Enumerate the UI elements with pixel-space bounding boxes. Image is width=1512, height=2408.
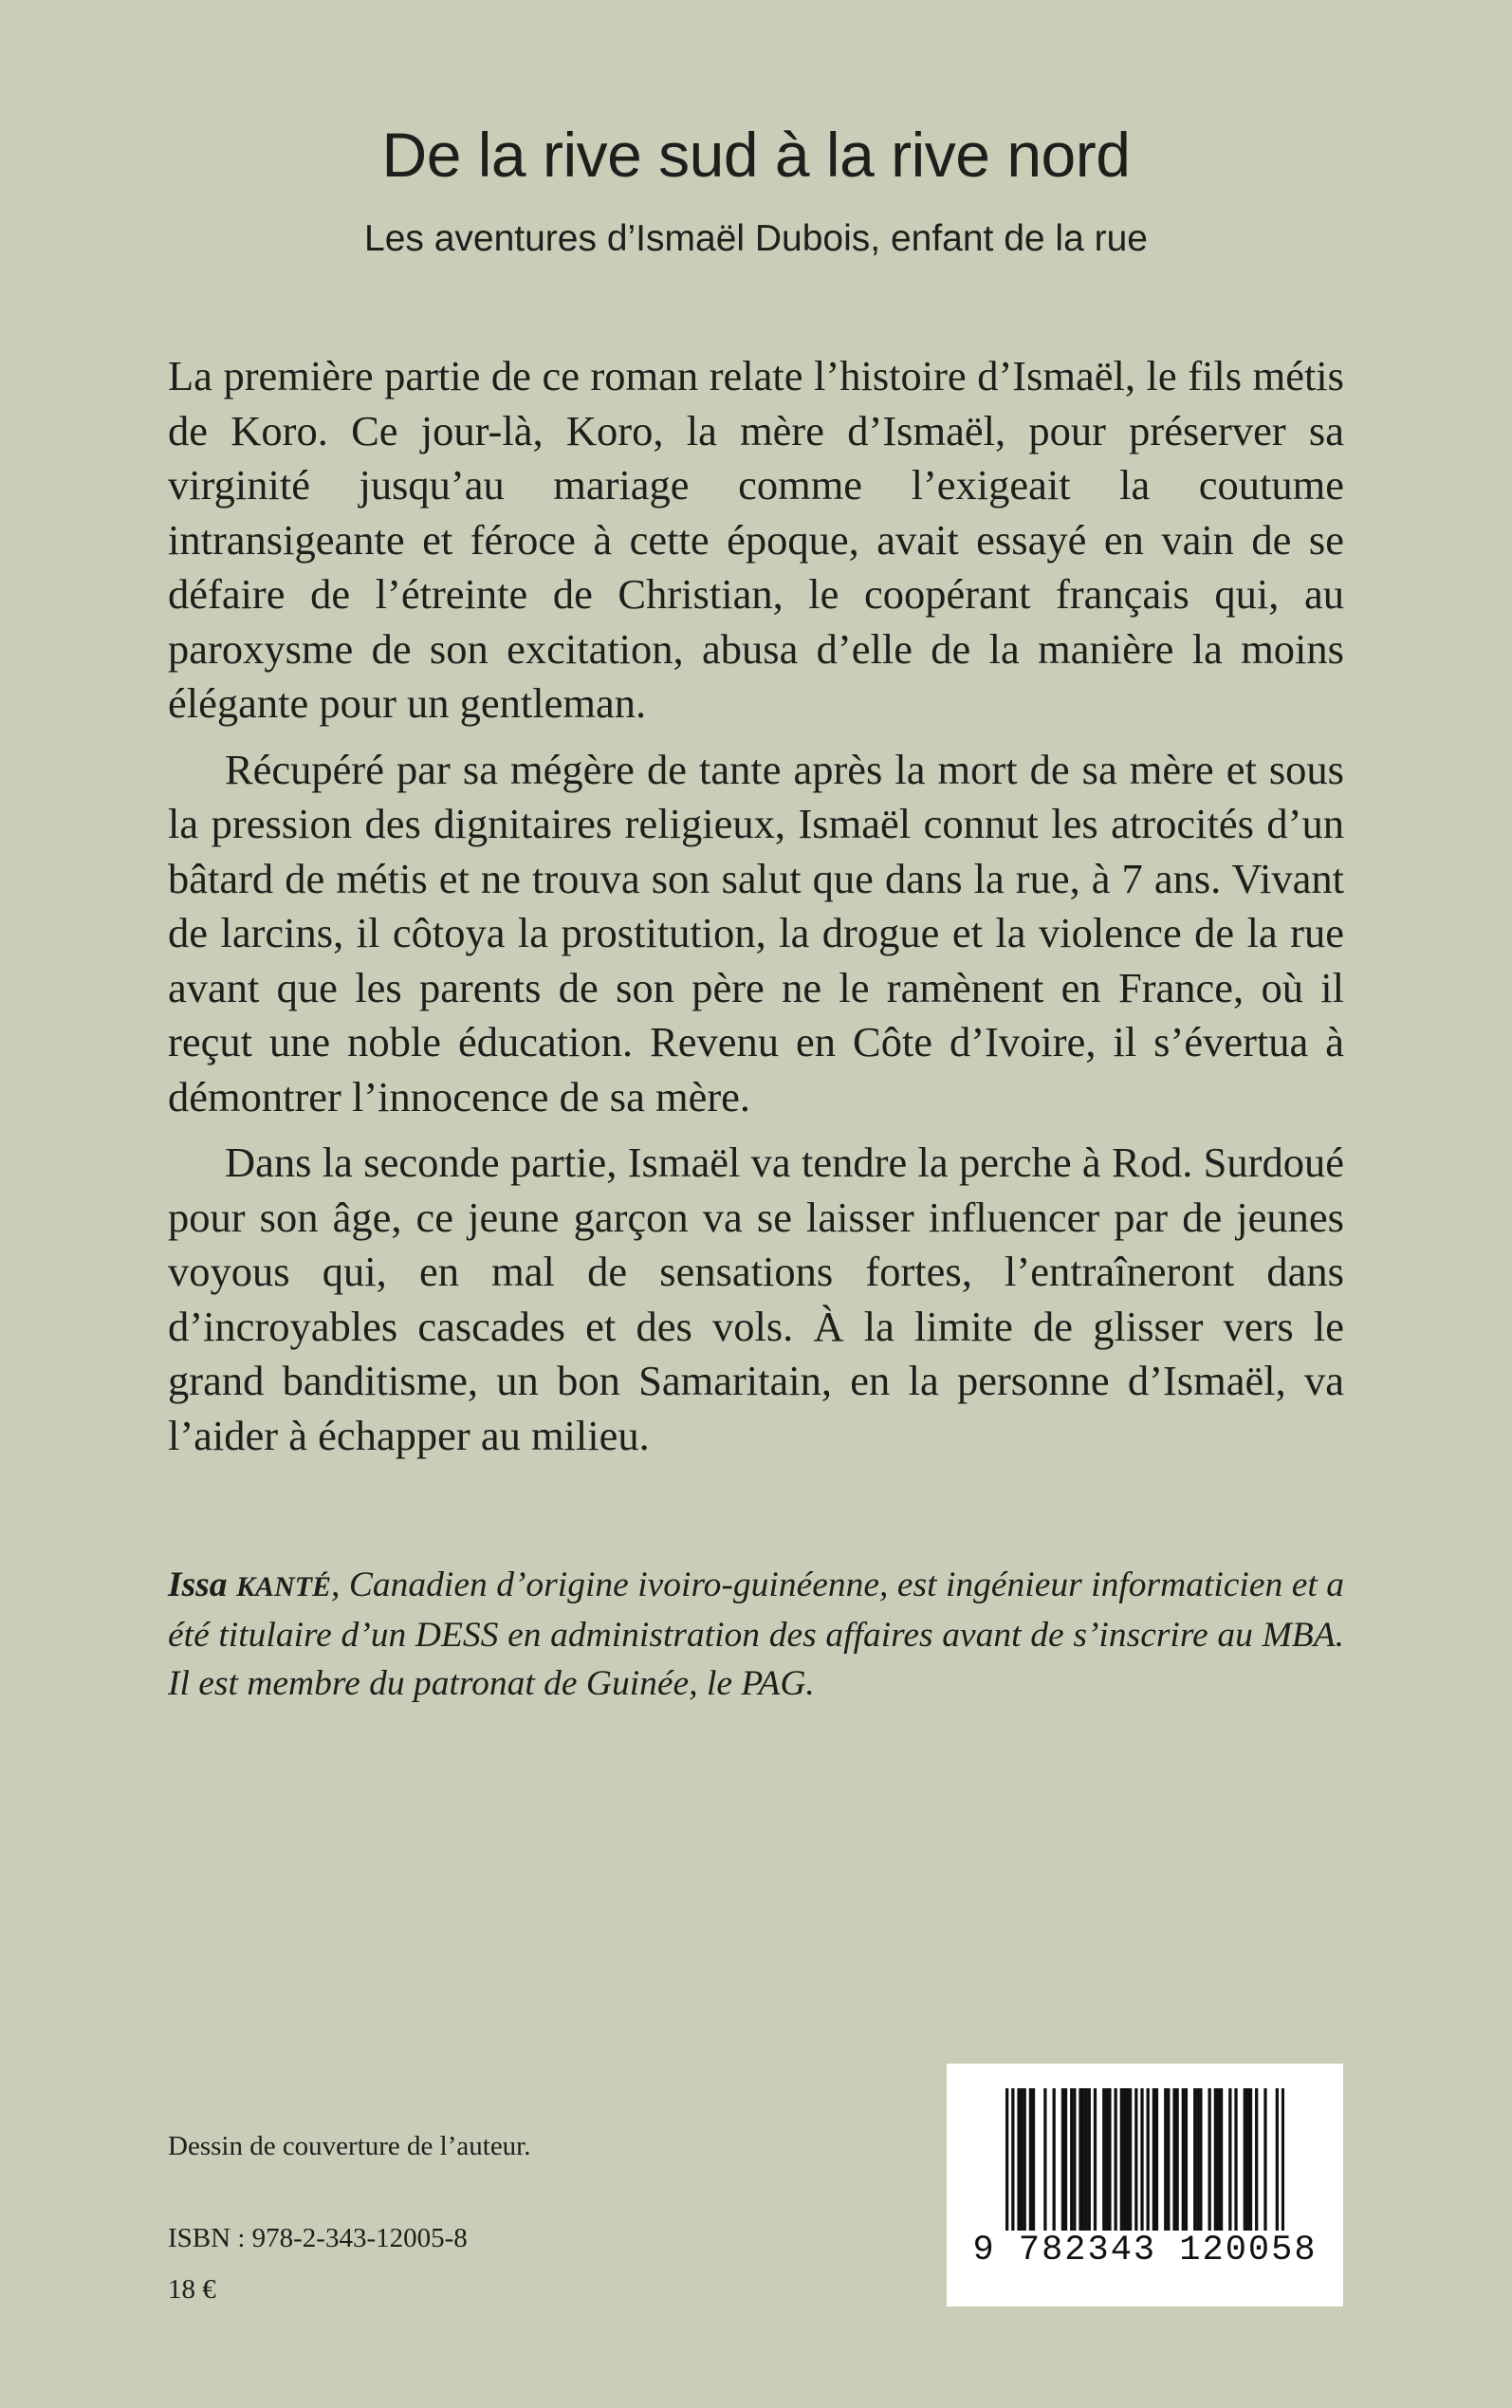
barcode-bar (1155, 2088, 1158, 2231)
barcode-bar (1108, 2088, 1111, 2231)
barcode-bar (1228, 2088, 1231, 2231)
barcode-bar (1172, 2088, 1175, 2231)
blurb-paragraph-3: Dans la seconde partie, Ismaël va tendre la perche à Rod. Surdoué pour son âge, ce jeune garçon va se laisser influencer par de jeunes voyous qui, en mal de sensations fortes, l’entraîneront dans d’incroyables cascades et des vols. À la limite de glisser vers le grand banditisme, un bon Samaritain, en la personne d’Ismaël, va l’aider à échapper au milieu. (168, 1139, 1344, 1459)
barcode-bar (1053, 2088, 1056, 2231)
barcode-bar (1102, 2088, 1105, 2231)
barcode-bar (1276, 2088, 1279, 2231)
barcode-bar (1152, 2088, 1155, 2231)
barcode-bar (1214, 2088, 1217, 2231)
author-bio (168, 1561, 1344, 1708)
barcode-bar (1011, 2088, 1014, 2231)
author-bio-text: , Canadien d’origine ivoiro-guinéenne, est ingénieur informaticien et a été titulaire d’un DESS en administration des affaires avant de s’inscrire au MBA. Il est membre du patronat de Guinée, le PAG. (168, 1565, 1344, 1703)
barcode-bar (1199, 2088, 1202, 2231)
author-name (168, 1565, 331, 1604)
barcode-bar (1249, 2088, 1252, 2231)
barcode-bar (1061, 2088, 1064, 2231)
barcode-bar (1032, 2088, 1035, 2231)
barcode-bar (1005, 2088, 1008, 2231)
barcode-bar (1126, 2088, 1129, 2231)
barcode-bar (1105, 2088, 1108, 2231)
author-last-name: KANTÉ (236, 1571, 332, 1602)
price-text: 18 € (168, 2274, 216, 2305)
barcode-bar (1220, 2088, 1223, 2231)
back-cover-blurb (168, 349, 1344, 1474)
barcode-bar (1246, 2088, 1249, 2231)
barcode-bar (1064, 2088, 1067, 2231)
barcode-bar (1029, 2088, 1032, 2231)
barcode-bar (1023, 2088, 1026, 2231)
barcode-bar (1085, 2088, 1088, 2231)
barcode-bar (1263, 2088, 1266, 2231)
barcode-bar (1193, 2088, 1196, 2231)
barcode (947, 2064, 1343, 2306)
barcode-bar (1020, 2088, 1023, 2231)
barcode-bar (1140, 2088, 1143, 2231)
barcode-bar (1120, 2088, 1123, 2231)
barcode-bar (1123, 2088, 1126, 2231)
barcode-bar (1017, 2088, 1020, 2231)
barcode-digits: 9 782343 120058 (972, 2231, 1318, 2270)
barcode-bar (1115, 2088, 1117, 2231)
barcode-bar (1234, 2088, 1237, 2231)
barcode-bar (1129, 2088, 1132, 2231)
barcode-bar (1164, 2088, 1167, 2231)
barcode-bar (1167, 2088, 1170, 2231)
barcode-bar (1070, 2088, 1073, 2231)
barcode-bar (1185, 2088, 1188, 2231)
blurb-paragraph-2: Récupéré par sa mégère de tante après la mort de sa mère et sous la pression des dignitaires religieux, Ismaël connut les atrocités d’un bâtard de métis et ne trouva son salut que dans la rue, à 7 ans. Vivant de larcins, il côtoya la prostitution, la drogue et la violence de la rue avant que les parents de son père ne le ramènent en France, où il reçut une noble éducation. Revenu en Côte d’Ivoire, il s’évertua à démontrer l’innocence de sa mère. (168, 745, 1344, 1121)
barcode-bar (1043, 2088, 1046, 2231)
barcode-bar (1079, 2088, 1081, 2231)
barcode-bar (1175, 2088, 1178, 2231)
barcode-bar (1217, 2088, 1220, 2231)
barcode-bars (1005, 2088, 1284, 2231)
barcode-bar (1282, 2088, 1284, 2231)
barcode-bar (1081, 2088, 1084, 2231)
book-subtitle: Les aventures d’Ismaël Dubois, enfant de la rue (364, 218, 1148, 259)
cover-credit: Dessin de couverture de l’auteur. (168, 2131, 531, 2161)
barcode-bar (1134, 2088, 1137, 2231)
barcode-bar (1255, 2088, 1258, 2231)
barcode-bar (1196, 2088, 1199, 2231)
barcode-bar (1147, 2088, 1150, 2231)
author-first-name: Issa (168, 1565, 228, 1604)
barcode-bar (1182, 2088, 1185, 2231)
barcode-bar (1088, 2088, 1091, 2231)
book-title: De la rive sud à la rive nord (381, 120, 1131, 190)
barcode-bar (1244, 2088, 1246, 2231)
barcode-bar (1208, 2088, 1211, 2231)
blurb-paragraph-1: La première partie de ce roman relate l’histoire d’Ismaël, le fils métis de Koro. Ce jour-là, Koro, la mère d’Ismaël, pour préserver sa virginité jusqu’au mariage comme l’exigeait la coutume intransigeante et féroce à cette époque, avait essayé en vain de se défaire de l’étreinte de Christian, le coopérant français qui, au paroxysme de son excitation, abusa d’elle de la manière la moins élégante pour un gentleman. (168, 352, 1344, 727)
isbn-text: ISBN : 978-2-343-12005-8 (168, 2223, 468, 2253)
barcode-bar (1094, 2088, 1097, 2231)
barcode-bar (1073, 2088, 1076, 2231)
